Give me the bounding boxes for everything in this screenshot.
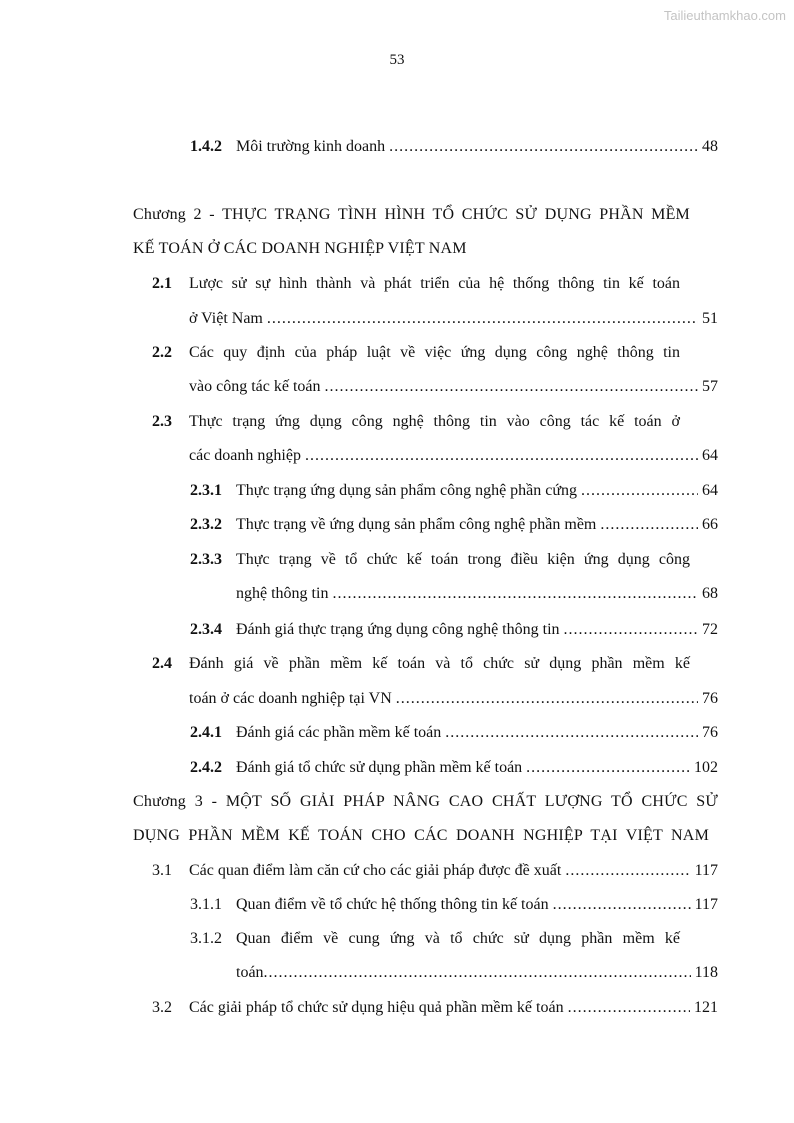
toc-entry-3-1[interactable] (152, 860, 718, 882)
toc-leader (564, 619, 698, 641)
toc-page: 102 (694, 759, 718, 776)
toc-entry-2-1-cont[interactable] (189, 308, 718, 330)
toc-title: Thực trạng ứng dụng công nghệ thông tin vào công tác kế toán ở (189, 413, 680, 430)
toc-entry-2-4-cont[interactable] (189, 688, 718, 710)
toc-leader (305, 445, 698, 467)
toc-page: 118 (694, 964, 718, 981)
toc-title: nghệ thông tin (236, 585, 329, 602)
toc-entry-2-4-1[interactable] (190, 722, 718, 744)
toc-number: 2.3 (152, 413, 172, 430)
toc-leader (600, 514, 698, 536)
chapter-3-heading-line-1[interactable]: Chương 3 - MỘT SỐ GIẢI PHÁP NÂNG CAO CHẤT LƯỢNG TỔ CHỨC SỬ (133, 793, 718, 810)
toc-page: 57 (702, 378, 718, 395)
toc-entry-3-1-2[interactable] (190, 928, 680, 950)
toc-entry-2-4[interactable] (152, 653, 690, 675)
toc-title: Môi trường kinh doanh (236, 138, 386, 155)
toc-leader (332, 583, 698, 605)
toc-title: Thực trạng ứng dụng sản phẩm công nghệ phần cứng (236, 482, 578, 499)
toc-page: 68 (702, 585, 718, 602)
toc-entry-2-3-cont[interactable] (189, 445, 718, 467)
toc-number: 3.1 (152, 862, 172, 879)
toc-entry-3-2[interactable] (152, 997, 718, 1019)
toc-title: Đánh giá tổ chức sử dụng phần mềm kế toán (236, 759, 523, 776)
toc-leader (568, 997, 690, 1019)
chapter-2-heading-line-1[interactable]: Chương 2 - THỰC TRẠNG TÌNH HÌNH TỔ CHỨC SỬ DỤNG PHẦN MỀM (133, 206, 690, 223)
toc-number: 2.2 (152, 344, 172, 361)
toc-title: Quan điểm về tổ chức hệ thống thông tin kế toán (236, 896, 549, 913)
toc-page: 51 (702, 310, 718, 327)
toc-entry-3-1-2-cont[interactable] (236, 962, 718, 984)
toc-page: 121 (694, 999, 718, 1016)
toc-page: 72 (702, 621, 718, 638)
toc-entry-2-1[interactable] (152, 273, 680, 295)
toc-leader (445, 722, 698, 744)
page-number: 53 (389, 52, 405, 68)
toc-title: Các giải pháp tổ chức sử dụng hiệu quả phần mềm kế toán (189, 999, 564, 1016)
toc-leader (581, 480, 698, 502)
toc-leader (267, 308, 698, 330)
watermark-text: Tailieuthamkhao.com (663, 8, 786, 23)
toc-title: các doanh nghiệp (189, 447, 301, 464)
toc-page: 64 (702, 482, 718, 499)
toc-number: 3.1.2 (190, 930, 222, 947)
toc-title: Đánh giá về phần mềm kế toán và tổ chức sử dụng phần mềm kế (189, 655, 690, 672)
toc-page: 64 (702, 447, 718, 464)
toc-leader (389, 136, 698, 158)
toc-leader (264, 962, 691, 984)
toc-entry-2-3-2[interactable] (190, 514, 718, 536)
toc-number: 2.1 (152, 275, 172, 292)
toc-number: 2.4.2 (190, 759, 222, 776)
toc-entry-2-3-1[interactable] (190, 480, 718, 502)
toc-title: Các quy định của pháp luật về việc ứng dụng công nghệ thông tin (189, 344, 680, 361)
toc-title: ở Việt Nam (189, 310, 263, 327)
toc-number: 2.3.3 (190, 551, 222, 568)
toc-entry-2-3-3[interactable] (190, 549, 690, 571)
toc-page: 66 (702, 516, 718, 533)
toc-entry-2-2[interactable] (152, 342, 680, 364)
toc-entry-1-4-2[interactable] (190, 136, 718, 158)
toc-entry-2-4-2[interactable] (190, 757, 718, 779)
toc-entry-2-3[interactable] (152, 411, 680, 433)
toc-number: 2.4 (152, 655, 172, 672)
toc-entry-2-2-cont[interactable] (189, 376, 718, 398)
toc-title: Lược sử sự hình thành và phát triển của hệ thống thông tin kế toán (189, 275, 680, 292)
toc-leader (396, 688, 698, 710)
toc-title: Đánh giá thực trạng ứng dụng công nghệ thông tin (236, 621, 560, 638)
toc-page: 117 (694, 862, 718, 879)
toc-number: 2.3.1 (190, 482, 222, 499)
toc-number: 2.3.2 (190, 516, 222, 533)
toc-leader (325, 376, 699, 398)
toc-leader (526, 757, 690, 779)
toc-title: Thực trạng về tổ chức kế toán trong điều kiện ứng dụng công (236, 551, 690, 568)
toc-leader (565, 860, 690, 882)
toc-title: vào công tác kế toán (189, 378, 321, 395)
toc-number: 3.1.1 (190, 896, 222, 913)
toc-page: 48 (702, 138, 718, 155)
toc-page: 76 (702, 690, 718, 707)
chapter-2-heading-line-2[interactable]: KẾ TOÁN Ở CÁC DOANH NGHIỆP VIỆT NAM (133, 240, 467, 257)
toc-entry-3-1-1[interactable] (190, 894, 718, 916)
toc-title: Thực trạng về ứng dụng sản phẩm công nghệ phần mềm (236, 516, 597, 533)
toc-page: 76 (702, 724, 718, 741)
toc-title: Đánh giá các phần mềm kế toán (236, 724, 442, 741)
toc-title: toán (236, 964, 264, 981)
toc-page: 117 (694, 896, 718, 913)
toc-title: Quan điểm về cung ứng và tổ chức sử dụng phần mềm kế (236, 930, 680, 947)
chapter-3-heading-line-2[interactable]: DỤNG PHẦN MỀM KẾ TOÁN CHO CÁC DOANH NGHIỆP TẠI VIỆT NAM (133, 827, 709, 844)
toc-title: toán ở các doanh nghiệp tại VN (189, 690, 392, 707)
toc-entry-2-3-3-cont[interactable] (236, 583, 718, 605)
toc-number: 2.3.4 (190, 621, 222, 638)
toc-number: 3.2 (152, 999, 172, 1016)
toc-title: Các quan điểm làm căn cứ cho các giải pháp được đề xuất (189, 862, 562, 879)
toc-entry-2-3-4[interactable] (190, 619, 718, 641)
toc-number: 1.4.2 (190, 138, 222, 155)
toc-leader (553, 894, 691, 916)
toc-number: 2.4.1 (190, 724, 222, 741)
